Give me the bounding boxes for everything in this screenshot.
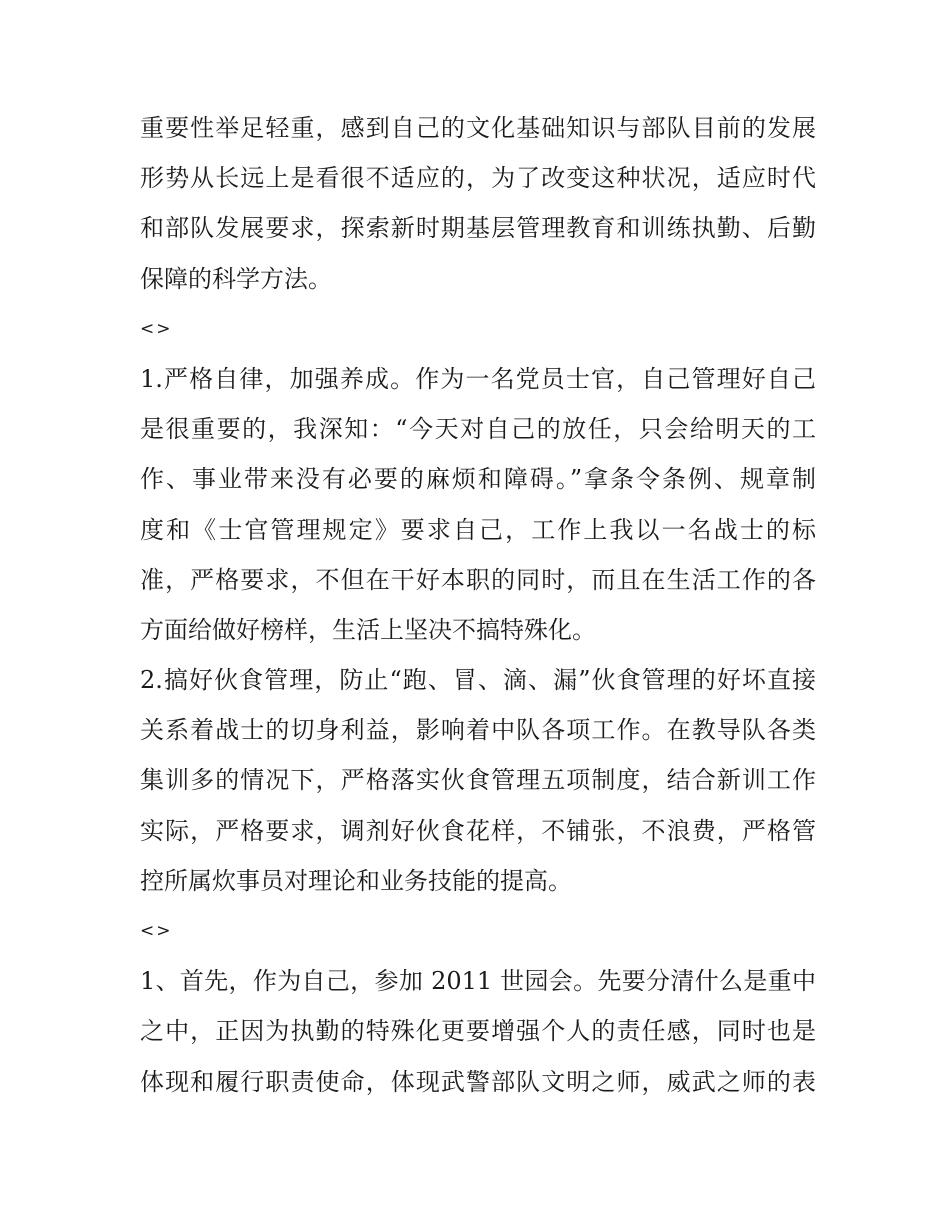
text-line: 1.严格自律，加强养成。作为一名党员士官，自己管理好自己 bbox=[140, 364, 816, 393]
text-line: 和部队发展要求，探索新时期基层管理教育和训练执勤、后勤 bbox=[140, 214, 816, 243]
text-line: 形势从长远上是看很不适应的，为了改变这种状况，适应时代 bbox=[140, 164, 816, 193]
text-line: 是很重要的，我深知：“今天对自己的放任，只会给明天的工 bbox=[140, 415, 816, 444]
document-body bbox=[140, 103, 816, 1107]
text-line: 方面给做好榜样，生活上坚决不搞特殊化。 bbox=[140, 615, 596, 644]
text-line: 控所属炊事员对理论和业务技能的提高。 bbox=[140, 866, 572, 895]
text-line: 保障的科学方法。 bbox=[140, 264, 332, 293]
text-line: 1、首先，作为自己，参加 2011 世园会。先要分清什么是重中 bbox=[140, 967, 816, 996]
text-line: 关系着战士的切身利益，影响着中队各项工作。在教导队各类 bbox=[140, 716, 816, 745]
text-line: 重要性举足轻重，感到自己的文化基础知识与部队目前的发展 bbox=[140, 114, 816, 142]
section-marker: <> bbox=[140, 921, 173, 941]
text-line: 准，严格要求，不但在干好本职的同时，而且在生活工作的各 bbox=[140, 565, 816, 594]
text-line: 度和《士官管理规定》要求自己，工作上我以一名战士的标 bbox=[140, 515, 816, 544]
text-line: 体现和履行职责使命，体现武警部队文明之师，威武之师的表 bbox=[140, 1067, 816, 1096]
text-line: 之中，正因为执勤的特殊化更要增强个人的责任感，同时也是 bbox=[140, 1017, 816, 1046]
text-line: 集训多的情况下，严格落实伙食管理五项制度，结合新训工作 bbox=[140, 766, 816, 795]
section-marker: <> bbox=[140, 318, 173, 339]
text-line: 实际，严格要求，调剂好伙食花样，不铺张，不浪费，严格管 bbox=[140, 816, 816, 845]
text-line: 2.搞好伙食管理，防止“跑、冒、滴、漏”伙食管理的好坏直接 bbox=[140, 666, 816, 695]
text-line: 作、事业带来没有必要的麻烦和障碍。”拿条令条例、规章制 bbox=[140, 465, 816, 494]
